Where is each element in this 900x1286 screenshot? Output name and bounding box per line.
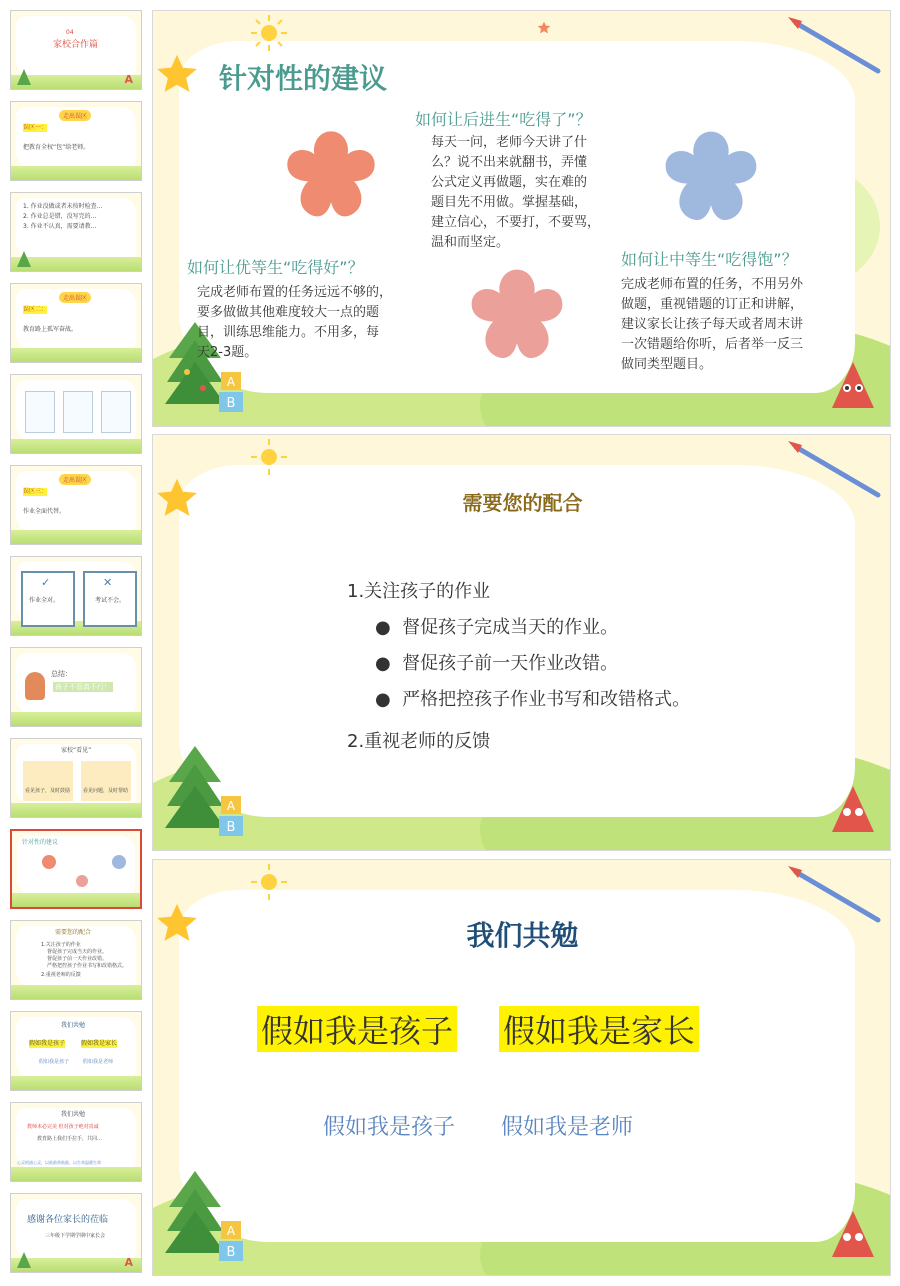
thumb-heading: 误区二： xyxy=(23,306,48,313)
check-icon: ✓ xyxy=(41,576,51,589)
bullet-text: 严格把控孩子作业书写和改错格式。 xyxy=(402,689,691,710)
question-middle-students: 如何让中等生“吃得饱”？ xyxy=(621,250,798,269)
thumb-line: 假如我是孩子 xyxy=(39,1059,70,1065)
thumb-text: 把教育全权“包”给老师。 xyxy=(23,144,90,151)
abc-blocks-icon xyxy=(219,372,245,412)
bullet-dot-icon: ● xyxy=(375,689,391,710)
answer-line: 温和而坚定。 xyxy=(431,235,510,250)
tree-icon xyxy=(17,1252,31,1268)
thumbnail-6[interactable] xyxy=(10,465,142,545)
text-if-i-were-teacher: 假如我是老师 xyxy=(501,1115,634,1140)
thumb-red-line: 教师未必完美 但对孩子绝对真诚 xyxy=(27,1124,99,1130)
thumb-tag: 走出误区 xyxy=(59,110,91,121)
tree-icon xyxy=(17,69,31,85)
thumb-line: 督促孩子完成当天的作业。 xyxy=(47,949,108,955)
text-if-i-were-child: 假如我是孩子 xyxy=(323,1115,456,1140)
answer-line: 做同类型题目。 xyxy=(621,357,713,372)
thumb-title: 针对性的建议 xyxy=(22,839,59,846)
bullet-dot-icon: ● xyxy=(375,653,391,674)
slide-title: 针对性的建议 xyxy=(219,62,388,95)
letter-a-icon: A xyxy=(124,1256,133,1269)
answer-line: 完成老师布置的任务远远不够的， xyxy=(197,285,393,300)
answer-line: 建议家长让孩子每天或者周末讲 xyxy=(621,317,804,332)
slide-targeted-suggestions[interactable] xyxy=(152,10,891,427)
tree-icon xyxy=(17,251,31,267)
svg-text:B: B xyxy=(226,1245,236,1260)
slide-title: 需要您的配合 xyxy=(462,491,583,515)
thumb-blue-line: 心灵相通心灵，以鼓励带鼓励，以生命温暖生命 xyxy=(17,1160,101,1165)
thumb-subtitle: 三年级下学期学期中家长会 xyxy=(45,1233,106,1239)
highlight-if-i-were-child: 假如我是孩子 xyxy=(257,1006,457,1052)
letter-a-icon: A xyxy=(124,73,133,86)
thumbnail-5[interactable] xyxy=(10,374,142,454)
thumb-title: 需要您的配合 xyxy=(55,929,92,936)
sun-icon xyxy=(249,437,289,477)
thumb-title: 感谢各位家长的莅临 xyxy=(27,1215,109,1225)
thumb-text: 教育路上孤军奋战。 xyxy=(23,326,78,333)
pink-flower-shape xyxy=(463,261,571,369)
thumbnail-14[interactable] xyxy=(10,1193,142,1273)
svg-text:B: B xyxy=(226,396,236,411)
thumbnail-3[interactable] xyxy=(10,192,142,272)
paintbrush-icon xyxy=(786,15,886,75)
bullet-text: 督促孩子前一天作业改错。 xyxy=(402,653,619,674)
thumb-heading: 误区三： xyxy=(23,488,48,495)
sun-icon xyxy=(249,13,289,53)
thumbnail-9[interactable] xyxy=(10,738,142,818)
thumb-line: 1. 作业没做或者未按时检查… xyxy=(23,203,103,210)
thumb-card-text: 考试不会。 xyxy=(95,597,126,604)
answer-behind-students xyxy=(431,133,600,253)
christmas-tree-icon xyxy=(165,1167,225,1257)
answer-line: 公式定义再做题，实在难的 xyxy=(431,175,588,190)
bullet-text: 督促孩子完成当天的作业。 xyxy=(402,617,619,638)
letter-a-monster-icon xyxy=(828,784,878,834)
thumb-line: 严格把控孩子作业书写和改错格式。 xyxy=(47,963,128,969)
slide-need-your-cooperation[interactable] xyxy=(152,434,891,851)
letter-a-monster-icon xyxy=(828,360,878,410)
answer-middle-students xyxy=(621,275,803,375)
bullet-item xyxy=(375,685,690,711)
coral-flower-shape xyxy=(279,123,383,227)
thumbnail-10-selected[interactable] xyxy=(10,829,142,909)
answer-line: 目，训练思维能力。不用多，每 xyxy=(197,325,380,340)
bullet-item xyxy=(375,649,618,675)
thumb-section-number: 04 xyxy=(66,29,74,36)
answer-line: 一次错题给你听，后者举一反三 xyxy=(621,337,804,352)
thumb-line: 假如我是家长 xyxy=(81,1040,118,1047)
thumb-text: 作业全面代替。 xyxy=(23,508,66,515)
answer-line: 题目先不用做。掌握基础， xyxy=(431,195,588,210)
answer-line: 做题，重视错题的订正和讲解， xyxy=(621,297,804,312)
answer-line: 完成老师布置的任务，不用另外 xyxy=(621,277,804,292)
thumb-line: 2.重视老师的反馈 xyxy=(41,972,81,978)
answer-top-students xyxy=(197,283,392,363)
answer-line: 每天一问，老师今天讲了什 xyxy=(431,135,588,150)
thumb-tag: 走出误区 xyxy=(59,292,91,303)
answer-line: 么？说不出来就翻书，弄懂 xyxy=(431,155,588,170)
svg-text:A: A xyxy=(226,1224,236,1238)
thumb-line: 督促孩子前一天作业改错。 xyxy=(47,956,108,962)
answer-line: 要多做做其他难度较大一点的题 xyxy=(197,305,380,320)
thumb-tag: 走出误区 xyxy=(59,474,91,485)
thumb-line: 假如我是孩子 xyxy=(29,1040,66,1047)
slide-encourage-together[interactable] xyxy=(152,859,891,1276)
thumb-banner: 孩子不管真不行！ xyxy=(55,683,111,691)
thumb-card-text: 看见问题，及时帮助 xyxy=(83,788,129,794)
thumbnail-13[interactable] xyxy=(10,1102,142,1182)
thumbnail-2[interactable] xyxy=(10,101,142,181)
question-top-students: 如何让优等生“吃得好”？ xyxy=(187,258,364,277)
letter-a-monster-icon xyxy=(828,1209,878,1259)
thumb-title: 我们共勉 xyxy=(61,1022,86,1029)
highlight-if-i-were-parent: 假如我是家长 xyxy=(499,1006,699,1052)
cross-icon: ✕ xyxy=(103,576,113,589)
bullet-item xyxy=(375,613,618,639)
thumb-heading: 误区一： xyxy=(23,124,48,131)
svg-text:A: A xyxy=(226,799,236,813)
answer-line: 天2-3题。 xyxy=(197,345,258,360)
svg-text:A: A xyxy=(226,375,236,389)
sun-icon xyxy=(249,862,289,902)
thumbnail-4[interactable] xyxy=(10,283,142,363)
star-small-icon xyxy=(537,21,551,35)
thumb-label: 总结： xyxy=(51,670,72,678)
thumb-card-text: 作业全对。 xyxy=(29,597,60,604)
thumb-title: 家校“看见” xyxy=(61,747,92,754)
thumb-line: 2. 作业总是错，没写完的… xyxy=(23,213,97,220)
slide-title: 我们共勉 xyxy=(466,919,579,952)
bullet-dot-icon: ● xyxy=(375,617,391,638)
thumbnail-1[interactable] xyxy=(10,10,142,90)
thumb-line: 1.关注孩子的作业 xyxy=(41,942,81,948)
thumbnail-8[interactable] xyxy=(10,647,142,727)
abc-blocks-icon xyxy=(219,796,245,836)
thumb-title: 我们共勉 xyxy=(61,1111,86,1118)
student-figure xyxy=(25,672,45,700)
thumb-line: 教育路上我们手拉手，共同… xyxy=(37,1136,103,1142)
star-icon xyxy=(155,53,199,97)
item-teacher-feedback: 2.重视老师的反馈 xyxy=(347,731,491,752)
thumbnail-12[interactable] xyxy=(10,1011,142,1091)
slide-thumbnail-panel xyxy=(0,0,148,1286)
answer-line: 建立信心，不要打，不要骂， xyxy=(431,215,601,230)
thumbnail-7[interactable] xyxy=(10,556,142,636)
abc-blocks-icon xyxy=(219,1221,245,1261)
svg-text:B: B xyxy=(226,820,236,835)
christmas-tree-icon xyxy=(165,742,225,832)
thumb-card-text: 看见孩子，及时鼓励 xyxy=(25,788,71,794)
question-behind-students: 如何让后进生“吃得了”？ xyxy=(415,110,592,129)
thumbnail-11[interactable] xyxy=(10,920,142,1000)
item-focus-homework: 1.关注孩子的作业 xyxy=(347,581,491,602)
blue-flower-shape xyxy=(657,123,765,231)
thumb-line: 假如我是老师 xyxy=(83,1059,114,1065)
thumb-section-title: 家校合作篇 xyxy=(53,40,99,50)
thumb-line: 3. 作业不认真，需要请教… xyxy=(23,223,97,230)
